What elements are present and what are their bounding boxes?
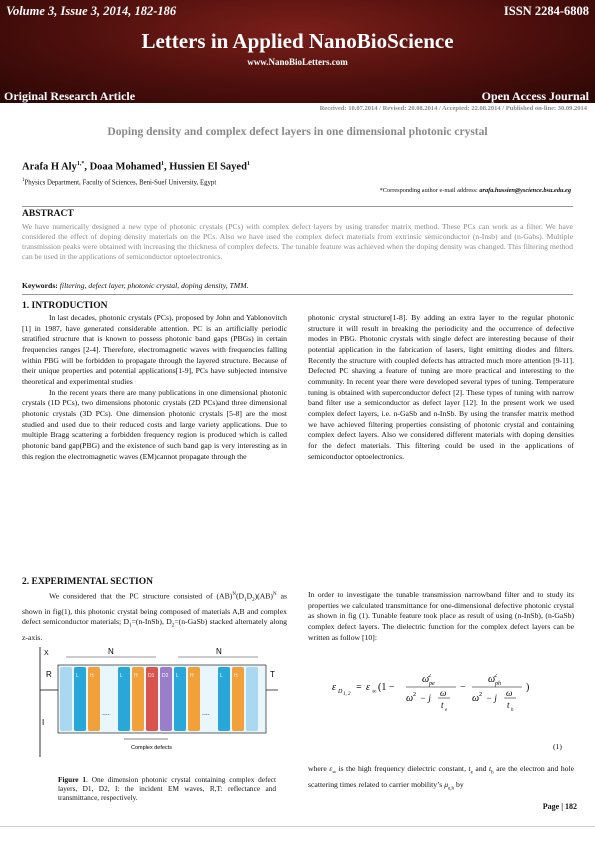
eq-symbol: ω <box>440 688 447 698</box>
text: D <box>246 591 253 601</box>
equation-explanation <box>308 763 574 794</box>
ellipsis: .... <box>102 710 110 717</box>
layer-label: D2 <box>162 673 169 679</box>
text: )(AB) <box>254 591 273 601</box>
eq-symbol: 2 <box>494 674 497 679</box>
subscript: 1 <box>244 598 247 604</box>
affiliation-sup: 1 <box>22 178 25 183</box>
symbol: t <box>468 764 471 773</box>
keywords-text: filtering, defect layer, photonic crystal, doping density, TMM. <box>57 281 249 290</box>
journal-name: Letters in Applied NanoBioScience <box>141 29 454 53</box>
experimental-right-column <box>308 590 574 643</box>
article-type: Original Research Article <box>4 89 136 103</box>
author-sep: , <box>164 161 170 173</box>
eq-symbol: ε <box>332 682 336 693</box>
journal-website-link[interactable]: www.NanoBioLetters.com <box>247 57 348 67</box>
symbol: μ <box>444 779 449 789</box>
paragraph <box>22 590 287 643</box>
figure-caption-label: Figure 1 <box>58 775 87 784</box>
layer-label: H <box>134 673 138 679</box>
author-sep: , <box>84 161 90 173</box>
eq-symbol: ε <box>366 682 370 693</box>
affiliation <box>22 178 216 186</box>
paper-title: Doping density and complex defect layers in one dimensional photonic crystal <box>107 126 488 138</box>
eq-symbol: 2 <box>428 674 431 679</box>
text: is the high frequency dielectric constant, <box>338 764 466 773</box>
text: =(n-InSb), D <box>131 617 172 627</box>
divider <box>22 206 573 207</box>
author-name: Doaa Mohamed <box>89 161 162 173</box>
intro-heading: 1. INTRODUCTION <box>22 301 108 311</box>
eq-symbol: − j <box>486 693 497 703</box>
paragraph: In order to investigate the tunable transmission narrowband filter and to study its properties we calculated transmittance for one-dimensional defective photonic crystal as shown in fig (1). Tunable feature took place as result of using (n-InSb), (n-GaSb) complex defect layers. The dielectric function for the complex defect layers can be written as follow [10]: <box>308 590 574 642</box>
text: =(n-GaSb) stacked alternately along z-axis. <box>22 617 287 642</box>
symbol: t <box>489 764 492 773</box>
journal-banner <box>0 0 595 103</box>
eq-symbol: h <box>511 708 514 713</box>
incident-label: I <box>42 718 45 727</box>
x-axis-label: X <box>44 650 49 657</box>
n-label-left: N <box>108 647 114 656</box>
eq-symbol: 2 <box>479 692 482 698</box>
author-sup: 1 <box>246 161 250 167</box>
affiliation-text: Physics Department, Faculty of Sciences, Beni-Suef University, Egypt <box>24 179 217 187</box>
layer-label: H <box>90 673 94 679</box>
text: and <box>475 764 487 773</box>
eq-symbol: t <box>507 700 510 710</box>
page-number: Page | 182 <box>542 802 577 811</box>
layer-label: L <box>120 673 123 679</box>
eq-symbol: − j <box>420 693 431 703</box>
layer-label: D1 <box>148 673 155 679</box>
figure-caption-text: . One dimension photonic crystal containing complex defect layers, D1, D2, I: the incident EM waves, R,T: reflectance and transmittance, respectively. <box>58 775 277 802</box>
text: as shown in fig(1), this photonic crystal being composed of materials A,B and complex defect semiconductor materials; D <box>22 591 288 627</box>
layer-label: L <box>76 673 79 679</box>
symbol-sub: ∞ <box>332 770 336 776</box>
symbol: ε <box>329 764 333 773</box>
keywords-label: Keywords: <box>22 281 58 290</box>
abstract-heading: ABSTRACT <box>22 209 74 219</box>
corresponding-prefix: *Corresponding author e-mail address: <box>379 187 480 194</box>
text: are the electron and hole scattering times related to carrier mobility’s <box>308 764 575 789</box>
layer-label: H <box>234 673 238 679</box>
reflectance-label: R <box>46 670 52 679</box>
eq-symbol: ω <box>472 693 480 704</box>
intro-right-column <box>308 313 574 462</box>
corresponding-email-link[interactable]: arafa.hussien@yscience.bsu.edu.eg <box>479 187 571 194</box>
eq-symbol: ω <box>422 674 430 685</box>
author-name: Arafa H Aly <box>22 161 77 173</box>
author-name: Hussien El Sayed <box>169 161 247 173</box>
transmittance-label: T <box>270 670 275 679</box>
issn: ISSN 2284-6808 <box>503 4 589 18</box>
access-label: Open Access Journal <box>481 89 589 103</box>
eq-symbol: 1, 2 <box>343 692 351 697</box>
eq-symbol: ph <box>495 681 501 687</box>
intro-left-column <box>22 313 287 462</box>
text: where <box>308 764 327 773</box>
author-list <box>22 161 250 173</box>
abstract-text: We have numerically designed a new type of photonic crystals (PCs) with complex defect layers by using transfer matrix method. These PCs can work as a filter. We have considered the effect of doping density materials on the PCs. Also we have used the complex defect materials from extrinsic semiconductor (n-Insb) and (n-Gabs). Multiple transmission peaks were obtained with increasing the thickness of complex defects. The tunable feature was achieved when the doping density was changed. This filtering method can be used in the applications of semiconductor optoelectronics. <box>22 222 573 261</box>
layer-label: H <box>190 673 194 679</box>
figure-1-diagram <box>36 645 286 765</box>
eq-symbol: (1 − <box>378 682 395 693</box>
layer-outer <box>60 667 72 731</box>
keywords <box>22 281 573 290</box>
volume-line: Volume 3, Issue 3, 2014, 182-186 <box>6 4 177 18</box>
equation-number: (1) <box>553 742 562 751</box>
eq-symbol: D <box>338 689 343 695</box>
experimental-left-column <box>22 590 287 643</box>
symbol-sub: h <box>491 770 494 776</box>
publication-dates: Received: 10.07.2014 / Revised: 20.08.2014 / Accepted: 22.08.2014 / Published on-line: 30.09.2014 <box>319 105 587 112</box>
corresponding-author <box>380 187 571 194</box>
eq-symbol: ω <box>406 693 414 704</box>
symbol-sub: e,h <box>448 786 455 792</box>
paragraph: In the recent years there are many publications in one dimensional photonic crystals (1D PCs), two dimensions photonic crystals (2D PCs)and three dimensional photonic crystals (3D PCs). One dimension photonic crystals [5-8] are the most studied and used due to their reduced costs and large variety applications. Due to multiple Bragg scattering a forbidden frequency region is produced which is called photonic band gap(PBG) and the existence of such band gap is very interesting as in this region the electromagnetic waves (EM)cannot propagate through the <box>22 387 287 461</box>
paragraph: photonic crystal structure[1-8]. By adding an extra layer to the regular photonic structure it will result in breaking the periodicity and the occurrence of defective modes in PBG. Photonic crystals with single defect are interesting because of their potential application in the fabrication of lasers, light emitting diodes and filters. Recently the structure with coupled defects has attracted much more attention [9-11]. Defected PC shaving a feature of tuning are more practical and interesting to the community. In recent year there were developed several types of tuning. Temperature tuning is obtained with superconductor defect [2]. These types of tuning with narrow band filter use a semiconductor as defect layer [12]. In the present work we used complex defect layers, i.e. n-GaSb and n-InSb. By using the transfer matrix method we have achieved filtering properties consisting of photonic crystal and containing complex defect layers. Also we considered different materials with doping densities for the defect materials. This filtering could be used in the applications of semiconductor optoelectronics. <box>308 313 574 461</box>
symbol-sub: e <box>470 770 473 776</box>
eq-symbol: = <box>356 682 362 693</box>
text: by <box>455 779 464 789</box>
eq-symbol: ω <box>488 674 496 685</box>
divider <box>22 294 573 295</box>
n-label-right: N <box>216 647 222 656</box>
eq-symbol: ∞ <box>372 689 377 695</box>
subscript: 2 <box>252 598 255 604</box>
eq-symbol: e <box>445 708 448 713</box>
complex-defects-label: Complex defects <box>131 745 172 751</box>
equation-1 <box>330 674 570 740</box>
text: (D <box>235 591 245 601</box>
eq-symbol: pe <box>429 681 435 687</box>
eq-symbol: ) <box>526 682 530 693</box>
figure-caption <box>58 776 276 803</box>
eq-symbol: ω <box>506 688 513 698</box>
author-sup: 1 <box>161 161 165 167</box>
layer-outer <box>246 667 258 731</box>
layer-label: L <box>176 673 179 679</box>
eq-symbol: 2 <box>413 692 416 698</box>
superscript: N <box>272 592 277 597</box>
eq-symbol: t <box>441 700 444 710</box>
footer-line <box>0 826 595 843</box>
superscript: N <box>232 592 236 597</box>
author-sup: 1,* <box>76 161 85 167</box>
layer-label: L <box>220 673 223 679</box>
experimental-heading: 2. EXPERIMENTAL SECTION <box>22 577 154 587</box>
paragraph: In last decades, photonic crystals (PCs), proposed by John and Yablonovitch [1] in 1987, have generated considerable attention. PC is an artificially periodic stratified structure that is known to possess photonic band gaps (PBGs) in certain frequencies ranges [2-4]. Therefore, electromagnetic waves with frequencies falling within PBG will be forbidden to propagate through the layered structure. Because of their unique properties and potential applications[1-9], PCs have subjected intensive theoretical and experimental studies <box>22 313 287 386</box>
subscript: 2 <box>171 623 175 629</box>
text: We considered that the PC structure consisted of (AB) <box>49 591 233 601</box>
ellipsis: .... <box>202 710 210 717</box>
eq-symbol: − <box>460 682 466 693</box>
subscript: 1 <box>129 623 132 629</box>
